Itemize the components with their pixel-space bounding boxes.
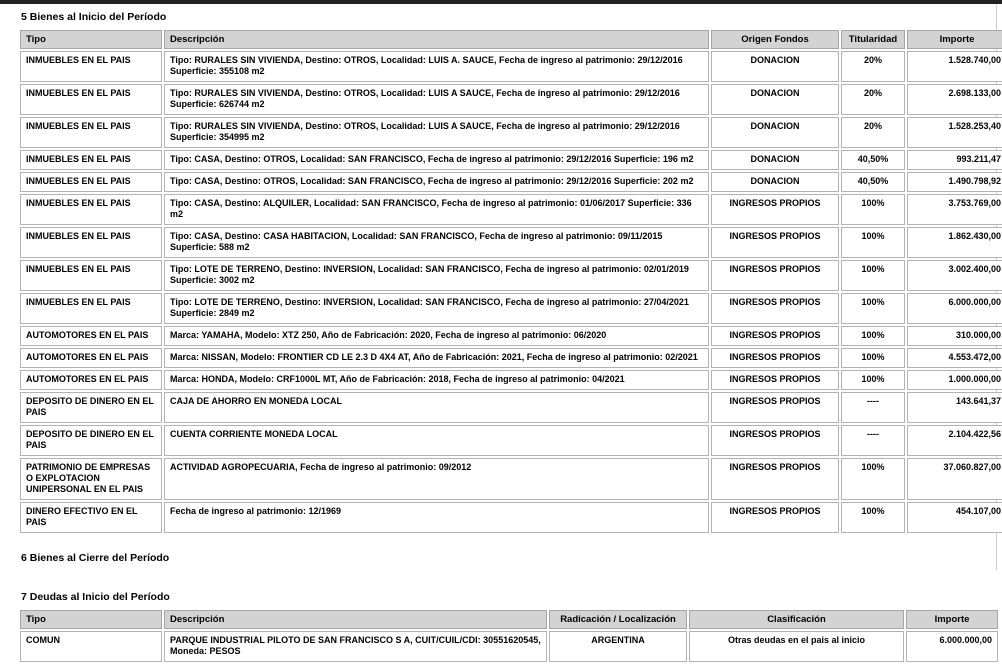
cell-origen-fondos: INGRESOS PROPIOS (711, 370, 839, 390)
bienes-table-row (20, 260, 1002, 291)
cell-titularidad: 20% (841, 51, 905, 82)
section-title-bienes-inicio: 5 Bienes al Inicio del Período (21, 11, 167, 23)
column-header-tipo: Tipo (20, 30, 162, 49)
bienes-table-row (20, 326, 1002, 346)
cell-descripcion: Tipo: CASA, Destino: CASA HABITACION, Localidad: SAN FRANCISCO, Fecha de ingreso al patrimonio: 09/11/2015 Superficie: 588 m2 (164, 227, 709, 258)
column-header-descripcion: Descripción (164, 30, 709, 49)
cell-importe: 3.002.400,00 (907, 260, 1002, 291)
cell-radicacion: ARGENTINA (549, 631, 687, 662)
cell-tipo: AUTOMOTORES EN EL PAIS (20, 370, 162, 390)
cell-titularidad: ---- (841, 425, 905, 456)
bienes-table-row (20, 194, 1002, 225)
bienes-inicio-table (18, 28, 1002, 535)
cell-descripcion: CAJA DE AHORRO EN MONEDA LOCAL (164, 392, 709, 423)
bienes-table-row (20, 150, 1002, 170)
cell-origen-fondos: INGRESOS PROPIOS (711, 194, 839, 225)
cell-origen-fondos: DONACION (711, 117, 839, 148)
cell-descripcion: ACTIVIDAD AGROPECUARIA, Fecha de ingreso al patrimonio: 09/2012 (164, 458, 709, 500)
cell-descripcion: Marca: NISSAN, Modelo: FRONTIER CD LE 2.3 D 4X4 AT, Año de Fabricación: 2021, Fecha de ingreso al patrimonio: 02/2021 (164, 348, 709, 368)
column-header-origen-fondos: Origen Fondos (711, 30, 839, 49)
cell-importe: 6.000.000,00 (907, 293, 1002, 324)
cell-origen-fondos: DONACION (711, 150, 839, 170)
cell-tipo: INMUEBLES EN EL PAIS (20, 260, 162, 291)
document-page (0, 4, 1002, 664)
cell-importe: 1.862.430,00 (907, 227, 1002, 258)
cell-descripcion: Tipo: RURALES SIN VIVIENDA, Destino: OTROS, Localidad: LUIS A SAUCE, Fecha de ingreso al patrimonio: 29/12/2016 Superficie: 626744 m2 (164, 84, 709, 115)
cell-origen-fondos: INGRESOS PROPIOS (711, 502, 839, 533)
cell-origen-fondos: INGRESOS PROPIOS (711, 227, 839, 258)
bienes-table-row (20, 370, 1002, 390)
cell-importe: 6.000.000,00 (906, 631, 998, 662)
cell-tipo: DEPOSITO DE DINERO EN EL PAIS (20, 425, 162, 456)
column-header-importe: Importe (906, 610, 998, 629)
cell-importe: 2.104.422,56 (907, 425, 1002, 456)
cell-descripcion: Marca: YAMAHA, Modelo: XTZ 250, Año de Fabricación: 2020, Fecha de ingreso al patrimonio: 06/2020 (164, 326, 709, 346)
column-header-tipo: Tipo (20, 610, 162, 629)
deudas-table-row (20, 631, 998, 662)
bienes-header-row (20, 30, 1002, 49)
deudas-header-row (20, 610, 998, 629)
cell-tipo: DEPOSITO DE DINERO EN EL PAIS (20, 392, 162, 423)
cell-importe: 454.107,00 (907, 502, 1002, 533)
cell-descripcion: Tipo: CASA, Destino: OTROS, Localidad: SAN FRANCISCO, Fecha de ingreso al patrimonio: 29/12/2016 Superficie: 196 m2 (164, 150, 709, 170)
column-header-clasificacion: Clasificación (689, 610, 904, 629)
cell-importe: 310.000,00 (907, 326, 1002, 346)
cell-importe: 1.528.740,00 (907, 51, 1002, 82)
cell-descripcion: Tipo: LOTE DE TERRENO, Destino: INVERSION, Localidad: SAN FRANCISCO, Fecha de ingreso al patrimonio: 02/01/2019 Superficie: 3002 m2 (164, 260, 709, 291)
cell-titularidad: 100% (841, 348, 905, 368)
cell-tipo: AUTOMOTORES EN EL PAIS (20, 326, 162, 346)
bienes-table-row (20, 502, 1002, 533)
bienes-table-row (20, 84, 1002, 115)
cell-descripcion: PARQUE INDUSTRIAL PILOTO DE SAN FRANCISCO S A, CUIT/CUIL/CDI: 30551620545, Moneda: PESOS (164, 631, 547, 662)
cell-importe: 4.553.472,00 (907, 348, 1002, 368)
cell-descripcion: Tipo: CASA, Destino: OTROS, Localidad: SAN FRANCISCO, Fecha de ingreso al patrimonio: 29/12/2016 Superficie: 202 m2 (164, 172, 709, 192)
bienes-table-row (20, 458, 1002, 500)
bienes-table-row (20, 425, 1002, 456)
cell-titularidad: 100% (841, 326, 905, 346)
cell-importe: 1.490.798,92 (907, 172, 1002, 192)
cell-titularidad: 100% (841, 502, 905, 533)
cell-origen-fondos: INGRESOS PROPIOS (711, 348, 839, 368)
cell-origen-fondos: INGRESOS PROPIOS (711, 293, 839, 324)
cell-titularidad: ---- (841, 392, 905, 423)
cell-descripcion: Tipo: LOTE DE TERRENO, Destino: INVERSION, Localidad: SAN FRANCISCO, Fecha de ingreso al patrimonio: 27/04/2021 Superficie: 2849 m2 (164, 293, 709, 324)
cell-descripcion: Fecha de ingreso al patrimonio: 12/1969 (164, 502, 709, 533)
column-header-radicacion: Radicación / Localización (549, 610, 687, 629)
cell-tipo: INMUEBLES EN EL PAIS (20, 194, 162, 225)
cell-importe: 993.211,47 (907, 150, 1002, 170)
cell-descripcion: Marca: HONDA, Modelo: CRF1000L MT, Año de Fabricación: 2018, Fecha de ingreso al patrimonio: 04/2021 (164, 370, 709, 390)
cell-tipo: AUTOMOTORES EN EL PAIS (20, 348, 162, 368)
cell-importe: 2.698.133,00 (907, 84, 1002, 115)
column-header-descripcion: Descripción (164, 610, 547, 629)
cell-tipo: COMUN (20, 631, 162, 662)
cell-tipo: INMUEBLES EN EL PAIS (20, 227, 162, 258)
cell-tipo: INMUEBLES EN EL PAIS (20, 293, 162, 324)
cell-descripcion: Tipo: RURALES SIN VIVIENDA, Destino: OTROS, Localidad: LUIS A SAUCE, Fecha de ingreso al patrimonio: 29/12/2016 Superficie: 354995 m2 (164, 117, 709, 148)
cell-tipo: DINERO EFECTIVO EN EL PAIS (20, 502, 162, 533)
cell-importe: 1.528.253,40 (907, 117, 1002, 148)
bienes-table-row (20, 227, 1002, 258)
cell-tipo: INMUEBLES EN EL PAIS (20, 172, 162, 192)
cell-importe: 3.753.769,00 (907, 194, 1002, 225)
cell-descripcion: CUENTA CORRIENTE MONEDA LOCAL (164, 425, 709, 456)
cell-origen-fondos: INGRESOS PROPIOS (711, 425, 839, 456)
cell-titularidad: 40,50% (841, 150, 905, 170)
cell-origen-fondos: INGRESOS PROPIOS (711, 392, 839, 423)
cell-titularidad: 20% (841, 84, 905, 115)
cell-origen-fondos: DONACION (711, 84, 839, 115)
cell-importe: 143.641,37 (907, 392, 1002, 423)
bienes-table-row (20, 348, 1002, 368)
column-header-titularidad: Titularidad (841, 30, 905, 49)
cell-importe: 37.060.827,00 (907, 458, 1002, 500)
cell-origen-fondos: INGRESOS PROPIOS (711, 260, 839, 291)
bienes-table-row (20, 51, 1002, 82)
section-title-bienes-cierre: 6 Bienes al Cierre del Período (21, 552, 170, 564)
cell-origen-fondos: INGRESOS PROPIOS (711, 458, 839, 500)
deudas-inicio-table (18, 608, 1000, 664)
cell-titularidad: 100% (841, 194, 905, 225)
cell-tipo: INMUEBLES EN EL PAIS (20, 150, 162, 170)
cell-tipo: INMUEBLES EN EL PAIS (20, 51, 162, 82)
cell-titularidad: 100% (841, 458, 905, 500)
bienes-table-row (20, 392, 1002, 423)
cell-tipo: INMUEBLES EN EL PAIS (20, 117, 162, 148)
cell-clasificacion: Otras deudas en el pais al inicio (689, 631, 904, 662)
cell-origen-fondos: DONACION (711, 172, 839, 192)
bienes-table-row (20, 117, 1002, 148)
cell-tipo: PATRIMONIO DE EMPRESAS O EXPLOTACION UNIPERSONAL EN EL PAIS (20, 458, 162, 500)
cell-tipo: INMUEBLES EN EL PAIS (20, 84, 162, 115)
cell-titularidad: 100% (841, 260, 905, 291)
cell-titularidad: 100% (841, 227, 905, 258)
cell-origen-fondos: INGRESOS PROPIOS (711, 326, 839, 346)
cell-origen-fondos: DONACION (711, 51, 839, 82)
bienes-table-row (20, 172, 1002, 192)
section-title-deudas-inicio: 7 Deudas al Inicio del Período (21, 591, 170, 603)
column-header-importe: Importe (907, 30, 1002, 49)
cell-importe: 1.000.000,00 (907, 370, 1002, 390)
cell-descripcion: Tipo: CASA, Destino: ALQUILER, Localidad: SAN FRANCISCO, Fecha de ingreso al patrimonio: 01/06/2017 Superficie: 336 m2 (164, 194, 709, 225)
cell-titularidad: 100% (841, 370, 905, 390)
cell-descripcion: Tipo: RURALES SIN VIVIENDA, Destino: OTROS, Localidad: LUIS A. SAUCE, Fecha de ingreso al patrimonio: 29/12/2016 Superficie: 355108 m2 (164, 51, 709, 82)
bienes-table-row (20, 293, 1002, 324)
cell-titularidad: 100% (841, 293, 905, 324)
cell-titularidad: 20% (841, 117, 905, 148)
cell-titularidad: 40,50% (841, 172, 905, 192)
